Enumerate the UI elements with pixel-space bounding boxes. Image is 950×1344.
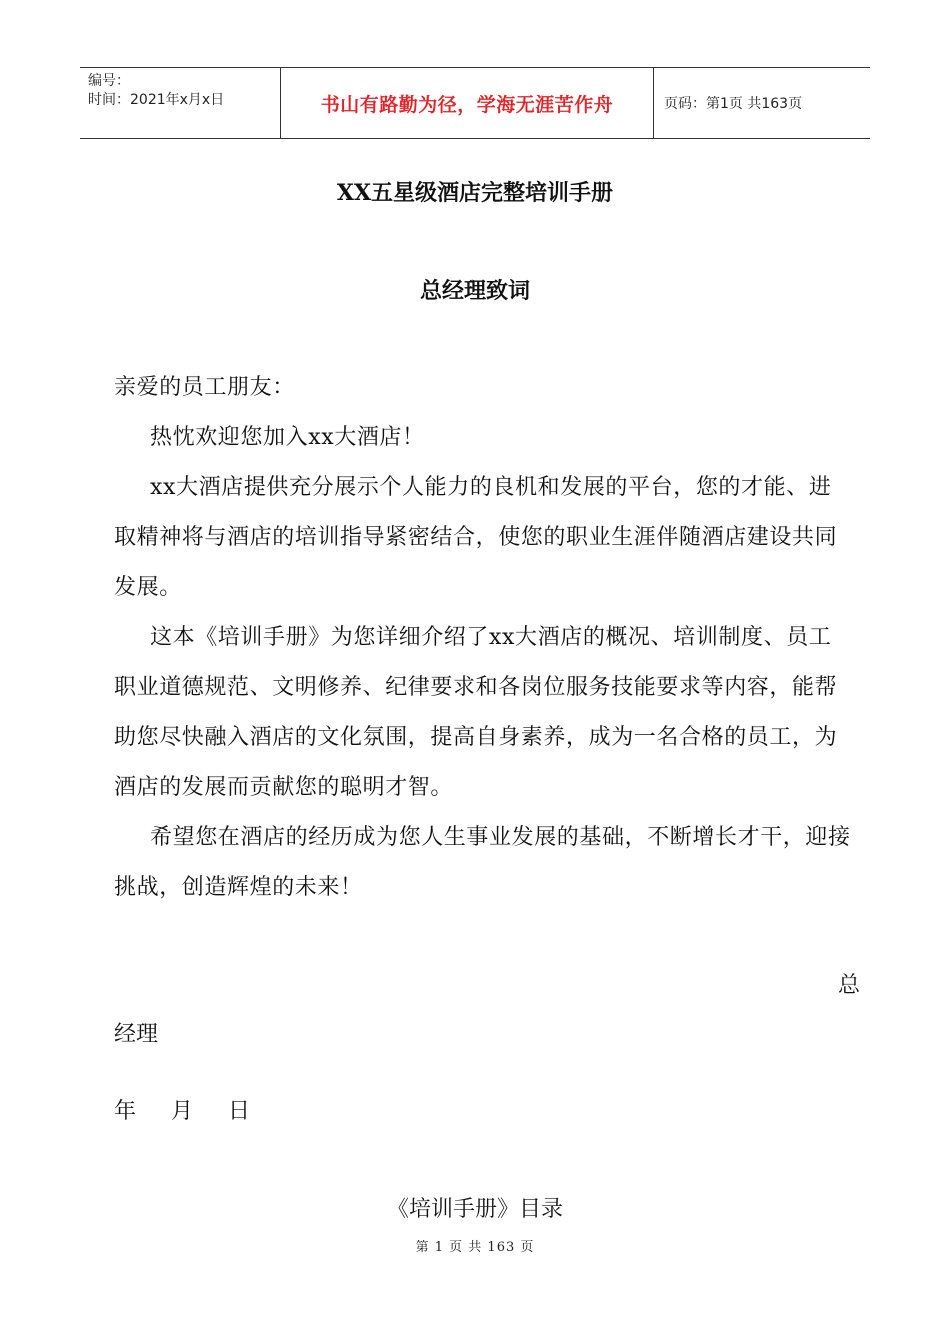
document-title: XX五星级酒店完整培训手册 (336, 180, 614, 206)
toc-heading: 《培训手册》目录 (386, 1197, 563, 1222)
header-motto: 书山有路勤为径，学海无涯苦作舟 (280, 68, 654, 138)
header-page-info: 页码：第1页 共163页 (664, 96, 803, 112)
section-title: 总经理致词 (419, 278, 530, 304)
paragraph-platform: xx大酒店提供充分展示个人能力的良机和发展的平台，您的才能、进取精神将与酒店的培训指导紧密结合，使您的职业生涯伴随酒店建设共同发展。 (114, 475, 838, 600)
signature-date: 年 月 日 (114, 1099, 252, 1124)
document-date-label: 时间：2021年x月x日 (88, 92, 225, 108)
paragraph-hope: 希望您在酒店的经历成为您人生事业发展的基础，不断增长才干，迎接挑战，创造辉煌的未来！ (114, 825, 851, 900)
signature-title-part2: 经理 (114, 1022, 159, 1047)
page-footer: 第 1 页 共 163 页 (415, 1240, 535, 1255)
signature-title-part1: 总 (837, 973, 860, 998)
paragraph-welcome: 热忱欢迎您加入xx大酒店！ (150, 425, 425, 450)
header-table (80, 67, 870, 139)
header-meta-cell (80, 68, 280, 138)
letter-body (114, 363, 854, 913)
paragraph-manual: 这本《培训手册》为您详细介绍了xx大酒店的概况、培训制度、员工职业道德规范、文明修养、纪律要求和各岗位服务技能要求等内容，能帮助您尽快融入酒店的文化氛围，提高自身素养，成为一名合格的员工，为酒店的发展而贡献您的聪明才智。 (114, 625, 838, 800)
salutation: 亲爱的员工朋友： (114, 375, 295, 400)
document-number-label: 编号： (88, 73, 130, 89)
